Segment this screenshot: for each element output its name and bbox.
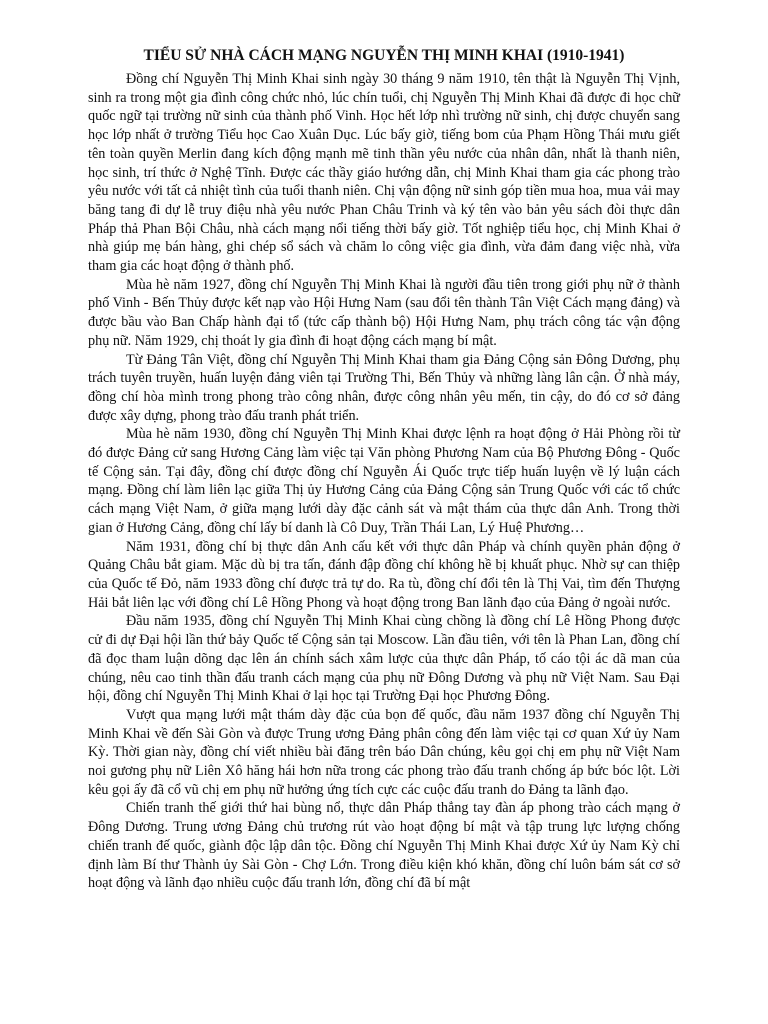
paragraph-1927: Mùa hè năm 1927, đồng chí Nguyễn Thị Minh Khai là người đầu tiên trong giới phụ nữ ở thành phố Vinh - Bến Thủy được kết nạp vào Hội Hưng Nam (sau đổi tên thành Tân Việt Cách mạng đảng) và được bầu vào Ban Chấp hành đại tổ (tức cấp thành bộ) Hội Hưng Nam, phụ trách công tác vận động phụ nữ. Năm 1929, chị thoát ly gia đình đi hoạt động cách mạng bí mật. xyxy=(88,276,680,349)
document-title: TIỂU SỬ NHÀ CÁCH MẠNG NGUYỄN THỊ MINH KHAI (1910-1941) xyxy=(143,47,625,64)
paragraph-1930: Mùa hè năm 1930, đồng chí Nguyễn Thị Minh Khai được lệnh ra hoạt động ở Hải Phòng rồi từ đó được Đảng cử sang Hương Cảng làm việc tại Văn phòng Phương Nam của Bộ Phương Đông - Quốc tế Cộng sản. Tại đây, đồng chí được đồng chí Nguyễn Ái Quốc trực tiếp huấn luyện về lý luận cách mạng. Đồng chí làm liên lạc giữa Thị ủy Hương Cảng của Đảng Cộng sản Trung Quốc với các tổ chức cách mạng Việt Nam, ở giữa mạng lưới dày đặc cảnh sát và mật thám của thực dân Anh. Trong thời gian ở Hương Cảng, đồng chí lấy bí danh là Cô Duy, Trần Thái Lan, Lý Huệ Phương… xyxy=(88,426,680,536)
paragraph-1931: Năm 1931, đồng chí bị thực dân Anh cấu kết với thực dân Pháp và chính quyền phản động ở Quảng Châu bắt giam. Mặc dù bị tra tấn, đánh đập đồng chí không hề bị khuất phục. Nhờ sự can thiệp của Quốc tế Đỏ, năm 1933 đồng chí được trả tự do. Ra tù, đồng chí đổi tên là Thị Vai, tìm đến Thượng Hải bắt liên lạc với đồng chí Lê Hồng Phong và hoạt động trong Ban lãnh đạo của Đảng ở ngoài nước. xyxy=(88,538,680,611)
paragraph-world-war: Chiến tranh thế giới thứ hai bùng nổ, thực dân Pháp thẳng tay đàn áp phong trào cách mạng ở Đông Dương. Trung ương Đảng chủ trương rút vào hoạt động bí mật và tập trung lực lượng chống chiến tranh đế quốc, giành độc lập dân tộc. Đồng chí Nguyễn Thị Minh Khai được Xứ ủy Nam Kỳ chỉ định làm Bí thư Thành ủy Sài Gòn - Chợ Lớn. Trong điều kiện khó khăn, đồng chí luôn bám sát cơ sở hoạt động và lãnh đạo nhiều cuộc đấu tranh lớn, đồng chí đã bí mật xyxy=(88,800,680,892)
paragraph-tan-viet: Từ Đảng Tân Việt, đồng chí Nguyễn Thị Minh Khai tham gia Đảng Cộng sản Đông Dương, phụ trách tuyên truyền, huấn luyện đảng viên tại Trường Thi, Bến Thủy và những làng lân cận. Ở nhà máy, đồng chí hòa mình trong phong trào công nhân, được công nhân yêu mến, tin cậy, do đó cơ sở đảng được xây dựng, phong trào đấu tranh phát triển. xyxy=(88,351,680,424)
paragraph-early-life: Đồng chí Nguyễn Thị Minh Khai sinh ngày 30 tháng 9 năm 1910, tên thật là Nguyễn Thị Vịnh, sinh ra trong một gia đình công chức nhỏ, lúc chín tuổi, chị Nguyễn Thị Minh Khai đã được đi học chữ quốc ngữ tại trường nữ sinh của thành phố Vinh. Học hết lớp nhì trường nữ sinh, chị được chuyển sang học lớp nhất ở trường Tiểu học Cao Xuân Dục. Lúc bấy giờ, tiếng bom của Phạm Hồng Thái mưu giết tên toàn quyền Merlin đang kích động mạnh mẽ tinh thần yêu nước của nhân dân, nhất là thanh niên, học sinh, trí thức ở Nghệ Tĩnh. Được các thầy giáo hướng dẫn, chị Minh Khai tham gia các phong trào yêu nước với tất cả nhiệt tình của tuổi thanh niên. Chị vận động nữ sinh góp tiền mua hoa, mua vải may băng tang đi dự lễ truy điệu nhà yêu nước Phan Châu Trinh và ký tên vào bản yêu sách đòi thực dân Pháp thả Phan Bội Châu, nhà cách mạng nổi tiếng thời bấy giờ. Tốt nghiệp tiểu học, chị Minh Khai ở nhà giúp mẹ bán hàng, ghi chép sổ sách và chăm lo công việc gia đình, vừa đảm đang việc nhà, vừa tham gia các hoạt động ở thành phố. xyxy=(88,71,680,275)
paragraph-1937: Vượt qua mạng lưới mật thám dày đặc của bọn đế quốc, đầu năm 1937 đồng chí Nguyễn Thị Minh Khai về đến Sài Gòn và được Trung ương Đảng phân công đến làm việc tại cơ quan Xứ ủy Nam Kỳ. Thời gian này, đồng chí viết nhiều bài đăng trên báo Dân chúng, kêu gọi chị em phụ nữ Việt Nam noi gương phụ nữ Liên Xô hăng hái hơn nữa trong các phong trào đấu tranh chống áp bức bóc lột. Lời kêu gọi ấy đã cổ vũ chị em phụ nữ hưởng ứng tích cực các cuộc đấu tranh do Đảng ta lãnh đạo. xyxy=(88,706,680,798)
paragraph-1935: Đầu năm 1935, đồng chí Nguyễn Thị Minh Khai cùng chồng là đồng chí Lê Hồng Phong được cử đi dự Đại hội lần thứ bảy Quốc tế Cộng sản tại Moscow. Lần đầu tiên, với tên là Phan Lan, đồng chí đã đọc tham luận dõng dạc lên án chính sách xâm lược của thực dân Pháp, tố cáo tội ác dã man của chúng, nêu cao tinh thần đấu tranh cách mạng của phụ nữ Đông Dương và phụ nữ Việt Nam. Sau Đại hội, đồng chí Nguyễn Thị Minh Khai ở lại học tại Trường Đại học Phương Đông. xyxy=(88,613,680,705)
